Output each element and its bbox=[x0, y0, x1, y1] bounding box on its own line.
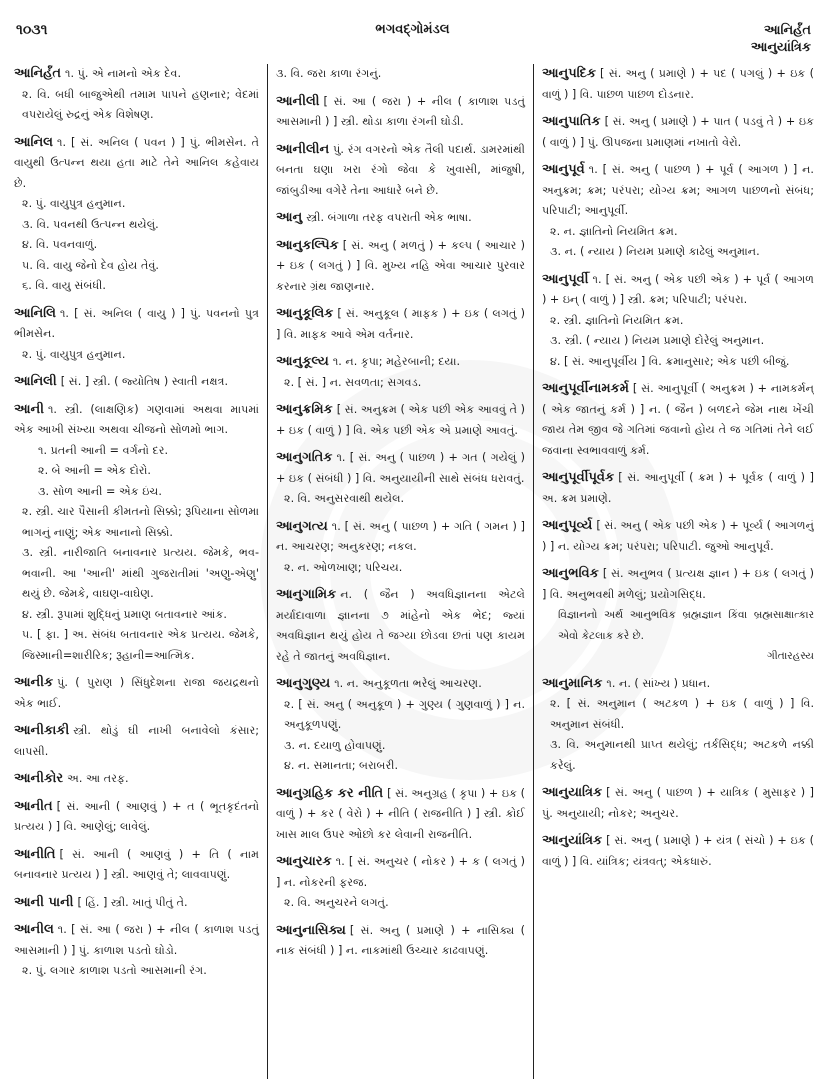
definition-sense: ૩. ન. ( ન્યાય ) નિયમ પ્રમાણે કાઢેલું અનુમાન. bbox=[550, 245, 760, 258]
dictionary-entry bbox=[276, 208, 525, 229]
definition-sense: ૬. વિ. વાયુ સંબંધી. bbox=[22, 279, 106, 292]
definition-sense: ૧. ન. અનુકૂળતા ભરેલું આચરણ. bbox=[334, 677, 482, 690]
definition-sense: ૧. [ સં. અનુ ( પાછળ ) + પૂર્વ ( આગળ ) ] ન. અનુક્રમ; ક્રમ; પરંપરા; યોગ્ય ક્રમ; આગળ પાછળનો સંબંધ; પરિપાટી; આનુપૂર્વી. bbox=[542, 163, 814, 217]
definition-sense: [ સં. ] સ્ત્રી. ( જ્યોતિષ ) સ્વાતી નક્ષત્ર. bbox=[60, 375, 229, 388]
dictionary-entry bbox=[276, 921, 525, 962]
headword: આની bbox=[14, 401, 44, 417]
definition-sense: ૨. પું. વાયુપુત્ર હનુમાન. bbox=[22, 197, 126, 210]
definition-sense: સ્ત્રી. થોડું ઘી નાખી બનાવેલો કંસાર; લાપસી. bbox=[14, 724, 259, 758]
definition-sense: ૧. [ સં. આ ( જરા ) + નીલ ( કાળાશ પડતું આસમાની ) ] પું. કાળાશ પડતો ઘોડો. bbox=[14, 923, 259, 957]
definition-sense: સ્ત્રી. બંગાળા તરફ વપરાતી એક ભાષા. bbox=[306, 211, 472, 224]
headword: આનીકાકી bbox=[14, 723, 70, 738]
headword: આનુપૂર્વ bbox=[542, 162, 585, 177]
dictionary-entry bbox=[14, 673, 259, 714]
definition-sense: ૨. ન. જ્ઞાતિનો નિયમિત ક્રમ. bbox=[550, 224, 678, 238]
headword: આનુમાનિક bbox=[542, 675, 603, 691]
definition-sense: ૧. [ સં. અનિલ ( વાયુ ) ] પું. પવનનો પુત્ર ભીમસેન. bbox=[14, 306, 259, 340]
headword: આનીલી bbox=[276, 93, 320, 109]
dictionary-entry bbox=[276, 517, 525, 579]
headword: આનુપાતિક bbox=[542, 114, 601, 129]
dictionary-entry bbox=[542, 783, 814, 824]
definition-sense: ૨. [ સં. અનુ ( અનુકૂળ ) + ગુણ્ય ( ગુણવાળું ) ] ન. અનુકૂળપણું. bbox=[284, 697, 525, 731]
dictionary-entry bbox=[542, 674, 814, 777]
column-1 bbox=[14, 64, 267, 1079]
dictionary-entry bbox=[276, 784, 525, 846]
definition-sense: ૪. ન. સમાનતા; બરાબરી. bbox=[284, 759, 399, 772]
definition-sense: [ સં. અનુગ્રહ ( કૃપા ) + ઇક ( વાળું ) + કર ( વેરો ) + નીતિ ( રાજનીતિ ) ] સ્ત્રી. કોઈ ખાસ માલ ઉપર ઓછો કર લેવાની રાજનીતિ. bbox=[276, 786, 525, 841]
dictionary-entry bbox=[14, 769, 259, 790]
headword: આનુગત્ય bbox=[276, 518, 328, 534]
definition-sense: ૧. પું. એ નામનો એક દેવ. bbox=[65, 67, 182, 80]
dictionary-entry bbox=[276, 64, 525, 85]
dictionary-entry bbox=[14, 64, 259, 126]
definition-sense: ૨. વિ. બધી બાજુએથી તમામ પાપને હણનાર; વેદમાં વપરાયેલું રુદ્રનું એક વિશેષણ. bbox=[22, 87, 259, 121]
definition-sense: ૨. [ સં. ] ન. સવળતા; સગવડ. bbox=[284, 375, 422, 389]
dictionary-entry bbox=[276, 236, 525, 298]
page-number: ૧૦૩૧ bbox=[16, 22, 48, 38]
headword: આનુપૂર્વી bbox=[542, 271, 589, 287]
definition-sense: ૩. વિ. અનુમાનથી પ્રાપ્ત થયેલું; તર્કસિદ્ધ; અટકળે નક્કી કરેલું. bbox=[550, 738, 814, 772]
dictionary-entry bbox=[14, 721, 259, 762]
definition-sense: ૫. [ ફા. ] અ. સંબંધ બતાવનાર એક પ્રત્યય. જેમકે, જિસ્માની=શારીરિક; રૂહાની=આત્મિક. bbox=[22, 628, 259, 662]
definition-sense: [ હિં. ] સ્ત્રી. ખાતું પીતું તે. bbox=[77, 895, 188, 909]
definition-sense: [ સં. અનુકૂલ ( માફક ) + ઇક ( લગતું ) ] વિ. માફક આવે એમ વર્તનાર. bbox=[276, 307, 525, 341]
headword: આનીલીન bbox=[276, 141, 330, 157]
definition-sense: ૧. [ સં. અનુ ( પાછળ ) + ગતિ ( ગમન ) ] ન. આચરણ; અનુકરણ; નકલ. bbox=[276, 519, 525, 553]
definition-sense: [ સં. અનુ ( એક પછી એક ) + પૂર્વ્ય ( આગળનું ) ] ન. યોગ્ય ક્રમ; પરંપરા; પરિપાટી. જુઓ આનુપૂર્વ. bbox=[542, 519, 814, 553]
dictionary-entry bbox=[14, 893, 259, 914]
definition-sense: ૨. [ સં. અનુમાન ( અટકળ ) + ઇક ( વાળું ) ] વિ. અનુમાન સંબંધી. bbox=[550, 697, 814, 731]
headword: આનુપૂર્વીનામકર્મ bbox=[542, 381, 629, 396]
definition-sense: પું. ( પુરાણ ) સિંધુદેશના રાજા જયદ્રથનો એક ભાઈ. bbox=[14, 676, 259, 710]
definition-sense: ૨. પું. વાયુપુત્ર હનુમાન. bbox=[22, 347, 126, 361]
definition-sense: ૨. વિ. અનુસરવાથી થયેલ. bbox=[284, 492, 405, 505]
dictionary-entry bbox=[14, 797, 259, 838]
headword: આનિલ bbox=[14, 134, 53, 150]
dictionary-columns bbox=[14, 64, 814, 1079]
headword: આનિલિ bbox=[14, 305, 56, 321]
definition-sense: ૨. વિ. અનુચરને લગતું. bbox=[284, 896, 389, 909]
dictionary-entry bbox=[276, 674, 525, 777]
definition-sense: ૨. સ્ત્રી. ચાર પૈસાની કીમતનો સિક્કો; રૂપિયાના સોળમા ભાગનું નાણું; એક આનાનો સિક્કો. bbox=[22, 505, 259, 539]
headword: આનુગુણ્ય bbox=[276, 676, 331, 691]
citation-source: ગીતારહસ્ય bbox=[767, 650, 814, 662]
dictionary-entry bbox=[276, 448, 525, 510]
definition-sense: ૧. પ્રતની આની = વર્ગનો દર. bbox=[38, 443, 169, 457]
definition-sense: [ સં. અનુ ( પ્રમાણે ) + નાસિક્ય ( નાક સંબંધી ) ] ન. નાકમાંથી ઉચ્ચાર કાઢવાપણું. bbox=[276, 923, 525, 957]
headword: આનીત bbox=[14, 798, 53, 814]
column-3 bbox=[533, 64, 814, 1079]
dictionary-entry bbox=[542, 379, 814, 461]
definition-sense: ૩. વિ. જરા કાળા રંગનું. bbox=[276, 67, 382, 80]
headword: આનુકૂલ્ય bbox=[276, 354, 329, 369]
definition-sense: અ. આ તરફ. bbox=[67, 772, 129, 785]
definition-sense: ૧. સ્ત્રી. (લાક્ષણિક) ગણવામાં અથવા માપમાં એક આખી સંખ્યા અથવા ચીજનો સોળમો ભાગ. bbox=[14, 402, 259, 436]
definition-sense: ૩. સ્ત્રી. ( ન્યાય ) નિયમ પ્રમાણે દોરેલું અનુમાન. bbox=[550, 334, 765, 347]
headword: આનુપૂર્વ્ય bbox=[542, 518, 593, 533]
book-title: ભગવદ્ગોમંડલ bbox=[375, 22, 450, 37]
dictionary-entry bbox=[276, 352, 525, 393]
headword: આનુપૂર્વીપૂર્વક bbox=[542, 470, 615, 485]
definition-sense: ૨. ન. ઓળખાણ; પરિચય. bbox=[284, 560, 403, 574]
dictionary-entry bbox=[276, 304, 525, 345]
column-2 bbox=[267, 64, 533, 1079]
definition-sense: ૪. વિ. પવનવાળું. bbox=[22, 238, 98, 251]
definition-sense: ૧. [ સં. અનિલ ( પવન ) ] પું. ભીમસેન. તે વાયુથી ઉત્પન્ન થયા હતા માટે તેને આનિલ કહેવાય છે. bbox=[14, 135, 259, 190]
headword: આનુગતિક bbox=[276, 450, 333, 465]
definition-sense: ૫. વિ. વાયુ જેનો દેવ હોય તેવું. bbox=[22, 258, 159, 272]
dictionary-entry bbox=[14, 400, 259, 667]
dictionary-entry bbox=[276, 92, 525, 133]
dictionary-entry bbox=[542, 64, 814, 105]
headword: આનીક bbox=[14, 675, 54, 690]
definition-sense: પું. રંગ વગરનો એક તૈલી પદાર્થ. ડામરમાંથી બનતા ઘણા ખરા રંગો જેવા કે ખુવાસી, માંજુષી, જાંબુડીઆ વગેરે તેના આધારે બને છે. bbox=[276, 142, 525, 197]
guide-word-last: આનુયાંત્રિક bbox=[750, 40, 811, 55]
dictionary-entry bbox=[542, 831, 814, 872]
dictionary-entry bbox=[276, 585, 525, 667]
definition-sense: ૩. વિ. પવનથી ઉત્પન્ન થયેલું. bbox=[22, 217, 159, 231]
headword: આનુકલ્પિક bbox=[276, 237, 339, 253]
definition-sense: ૧. [ સં. અનુચર ( નોકર ) + ક ( લગતું ) ] ન. નોકરની ફરજ. bbox=[276, 855, 525, 889]
definition-sense: ૩. સોળ આની = એક ઇંચ. bbox=[38, 484, 162, 498]
dictionary-entry bbox=[14, 920, 259, 982]
definition-sense: ૧. ન. ( સાંખ્ય ) પ્રધાન. bbox=[606, 676, 711, 690]
dictionary-entry bbox=[276, 400, 525, 441]
definition-sense: [ સં. અનુભવ ( પ્રત્યક્ષ જ્ઞાન ) + ઇક ( લગતું ) ] વિ. અનુભવથી મળેલું; પ્રયોગસિદ્ધ. bbox=[542, 567, 814, 601]
guide-word-first: આનિર્હંત bbox=[763, 23, 811, 38]
definition-sense: [ સં. આનુપૂર્વી ( અનુક્રમ ) + નામકર્મન્ ( એક જાતનું કર્મ ) ] ન. ( જૈન ) બળદને જેમ નાથ ખેંચી જાય તેમ જીવ જે ગતિમાં જવાનો હોય તે જ ગતિમાં તેને લઈ જવાના સ્વભાવવાળું કર્મ. bbox=[542, 382, 814, 457]
dictionary-entry bbox=[14, 133, 259, 297]
definition-sense: ૧. [ સં. અનુ ( પાછળ ) + ગત ( ગયેલું ) + ઇક ( સંબંધી ) ] વિ. અનુયાયીની સાથે સંબંધ ધરાવતું. bbox=[276, 451, 525, 485]
dictionary-entry bbox=[542, 270, 814, 373]
headword: આનીતિ bbox=[14, 846, 56, 862]
definition-sense: [ સં. આનુપૂર્વી ( ક્રમ ) + પૂર્વક ( વાળું ) ] અ. ક્રમ પ્રમાણે. bbox=[542, 471, 814, 505]
headword: આનીકોર bbox=[14, 771, 64, 786]
dictionary-entry bbox=[14, 304, 259, 366]
definition-sense: [ સં. અનુ ( પ્રમાણે ) + પાત ( પડવું તે ) + ઇક ( વાળું ) ] પું. ઊપજના પ્રમાણમાં નખાતો વેરો. bbox=[542, 115, 814, 149]
definition-sense: ૨. પું. લગાર કાળાશ પડતો આસમાની રંગ. bbox=[22, 964, 207, 977]
dictionary-entry bbox=[542, 468, 814, 509]
definition-sense: ૧. ન. કૃપા; મહેરબાની; દયા. bbox=[332, 355, 461, 368]
dictionary-entry bbox=[276, 852, 525, 914]
definition-sense: [ સં. અનુ ( મળતું ) + કલ્પ ( આચાર ) + ઇક ( લગતું ) ] વિ. મુખ્ય નહિ એવા આચાર પુરવાર કરનાર ગ્રંથ જાણનાર. bbox=[276, 238, 525, 293]
headword: આનીલ bbox=[14, 922, 54, 937]
page-header bbox=[14, 22, 811, 62]
headword: આનુપદિક bbox=[542, 66, 597, 81]
headword: આનુનાસિક્ય bbox=[276, 922, 346, 938]
definition-sense: ૨. બે આની = એક દોરો. bbox=[38, 464, 151, 477]
headword: આનુયાંત્રિક bbox=[542, 833, 603, 848]
citation-quote: વિજ્ઞાનનો અર્થ આનુભવિક બ્રહ્મજ્ઞાન કિંવા બ્રહ્મસાક્ષાત્કાર એવો કેટલાક કરે છે. bbox=[558, 609, 814, 642]
headword: આનુક્રમિક bbox=[276, 402, 333, 417]
definition-sense: [ સં. આ ( જરા ) + નીલ ( કાળાશ પડતું આસમાની ) ] સ્ત્રી. થોડા કાળા રંગની ઘોડી. bbox=[276, 94, 525, 128]
definition-sense: ૪. સ્ત્રી. રૂપામાં શુદ્ધિનું પ્રમાણ બતાવનાર આંક. bbox=[22, 607, 227, 621]
definition-sense: ૩. ન. દયાળુ હોવાપણું. bbox=[284, 738, 386, 752]
dictionary-entry bbox=[14, 372, 259, 393]
definition-sense: [ સં. આની ( આણવું ) + તિ ( નામ બનાવનાર પ્રત્યય ) ] સ્ત્રી. આણવું તે; લાવવાપણું. bbox=[14, 847, 259, 881]
headword: આનુભવિક bbox=[542, 566, 599, 581]
headword: આનુગ્રહિક કર નીતિ bbox=[276, 785, 384, 801]
definition-sense: [ સં. અનુક્રમ ( એક પછી એક આવવું તે ) + ઇક ( વાળું ) ] વિ. એક પછી એક એ પ્રમાણે આવતું. bbox=[276, 403, 525, 437]
definition-sense: [ સં. અનુ ( પ્રમાણે ) + યંત્ર ( સંચો ) + ઇક ( વાળું ) ] વિ. યાંત્રિક; યંત્રવત્; એકધારું. bbox=[542, 834, 814, 868]
headword: આનિર્હંત bbox=[14, 66, 62, 81]
dictionary-entry bbox=[542, 564, 814, 667]
dictionary-entry bbox=[542, 516, 814, 557]
definition-sense: ૩. સ્ત્રી. નારીજાતિ બનાવનાર પ્રત્યય. જેમકે, ભવ-ભવાની. આ 'આની' માંથી ગુજરાતીમાં 'અણુ-એણુ' થયું છે. જેમકે, વાઘણ-વાઘેણ. bbox=[22, 546, 259, 600]
definition-sense: ૨. સ્ત્રી. જ્ઞાતિનો નિયમિત ક્રમ. bbox=[550, 313, 684, 327]
definition-sense: [ સં. આની ( આણવું ) + ત ( ભૂતકૃદંતનો પ્રત્યય ) ] વિ. આણેલું; લાવેલું. bbox=[14, 799, 259, 833]
headword: આની પાની bbox=[14, 894, 74, 910]
definition-sense: ૧. [ સં. અનુ ( એક પછી એક ) + પૂર્વ ( આગળ ) + ઇન્ ( વાળું ) ] સ્ત્રી. ક્રમ; પરિપાટી; પરંપરા. bbox=[542, 272, 814, 306]
guide-words bbox=[751, 22, 811, 56]
dictionary-entry bbox=[542, 160, 814, 263]
headword: આનુ bbox=[276, 210, 303, 225]
headword: આનિલી bbox=[14, 374, 57, 389]
definition-sense: ૪. [ સં. આનુપૂર્વીય ] વિ. ક્રમાનુસાર; એક પછી બીજું. bbox=[550, 354, 790, 368]
headword: આનુગામિક bbox=[276, 587, 337, 602]
headword: આનુચારક bbox=[276, 854, 332, 869]
headword: આનુયાત્રિક bbox=[542, 785, 603, 800]
dictionary-entry bbox=[276, 140, 525, 202]
headword: આનુકૂલિક bbox=[276, 306, 334, 321]
definition-sense: [ સં. અનુ ( પાછળ ) + યાત્રિક ( મુસાફર ) ] પું. અનુયાયી; નોકર; અનુચર. bbox=[542, 786, 814, 820]
definition-sense: ન. ( જૈન ) અવધિજ્ઞાનના એટલે મર્યાદાવાળા જ્ઞાનના ૭ માંહેનો એક ભેદ; જ્યાં અવધિજ્ઞાન થયું હોય તે જગ્યા છોડવા છતાં પણ કાયમ રહે તે જાતનું અવધિજ્ઞાન. bbox=[276, 588, 525, 663]
definition-sense: [ સં. અનુ ( પ્રમાણે ) + પદ ( પગલું ) + ઇક ( વાળું ) ] વિ. પાછળ પાછળ દોડનાર. bbox=[542, 67, 814, 101]
dictionary-entry bbox=[542, 112, 814, 153]
dictionary-entry bbox=[14, 845, 259, 886]
